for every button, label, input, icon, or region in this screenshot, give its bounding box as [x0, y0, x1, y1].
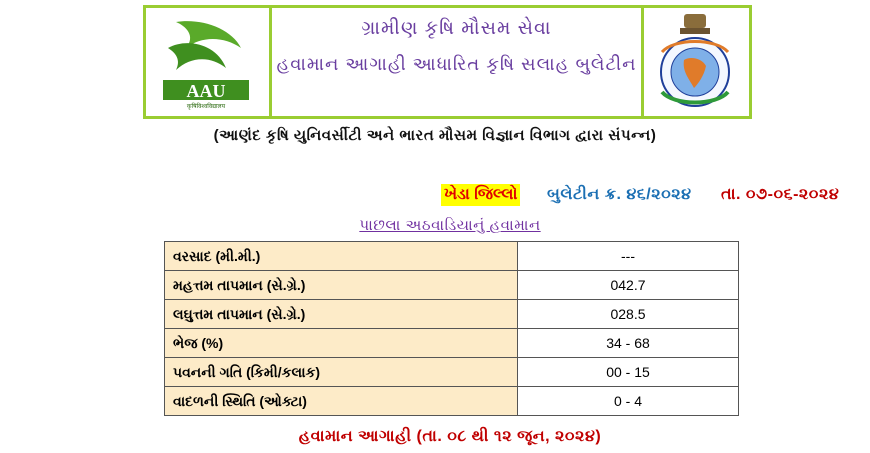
param-cell: મહત્તમ તાપમાન (સે.ગ્રે.): [165, 271, 518, 300]
subtitle: (આણંદ કૃષિ યુનિવર્સીટી અને ભારત મૌસમ વિજ્ઞાન વિભાગ દ્વારા સંપન્ન): [213, 127, 657, 144]
param-cell: વરસાદ (મી.મી.): [165, 242, 518, 271]
aau-logo-icon: [146, 8, 266, 113]
forecast-heading: હવામાન આગાહી (તા. ૦૮ થી ૧૨ જૂન, ૨૦૨૪): [298, 428, 602, 445]
table-row: [165, 358, 739, 387]
table-row: [165, 242, 739, 271]
param-cell: પવનની ગતિ (કિમી/કલાક): [165, 358, 518, 387]
past-weather-heading: પાછલા અઠવાડિયાનું હવામાન: [359, 217, 541, 234]
value-cell: 042.7: [518, 271, 739, 300]
value-cell: 34 - 68: [518, 329, 739, 358]
bulletin-number: બુલેટીન ક્ર. ૪૬/૨૦૨૪: [547, 186, 692, 203]
imd-emblem-icon: [644, 8, 746, 113]
value-cell: ---: [518, 242, 739, 271]
value-cell: 028.5: [518, 300, 739, 329]
param-cell: વાદળની સ્થિતિ (ઓક્ટા): [165, 387, 518, 416]
logo-tagline: कृषिविश्वविद्यालय: [186, 103, 226, 110]
bulletin-date: તા. ૦૭-૦૬-૨૦૨૪: [721, 186, 840, 203]
title-line2: હવામાન આગાહી આધારિત કૃષિ સલાહ બુલેટીન: [276, 54, 637, 74]
logo-aau-text: AAU: [186, 81, 226, 101]
param-cell: લઘુત્તમ તાપમાન (સે.ગ્રે.): [165, 300, 518, 329]
table-row: [165, 300, 739, 329]
table-row: [165, 329, 739, 358]
imd-logo: [641, 8, 749, 116]
header-box: [143, 5, 752, 119]
past-weather-table: [164, 241, 739, 416]
value-cell: 0 - 4: [518, 387, 739, 416]
aau-logo: [146, 8, 272, 116]
param-cell: ભેજ (%): [165, 329, 518, 358]
value-cell: 00 - 15: [518, 358, 739, 387]
district-badge: ખેડા જિલ્લો: [441, 184, 520, 206]
table-row: [165, 387, 739, 416]
title-line1: ગ્રામીણ કૃષિ મૌસમ સેવા: [361, 18, 552, 39]
table-row: [165, 271, 739, 300]
